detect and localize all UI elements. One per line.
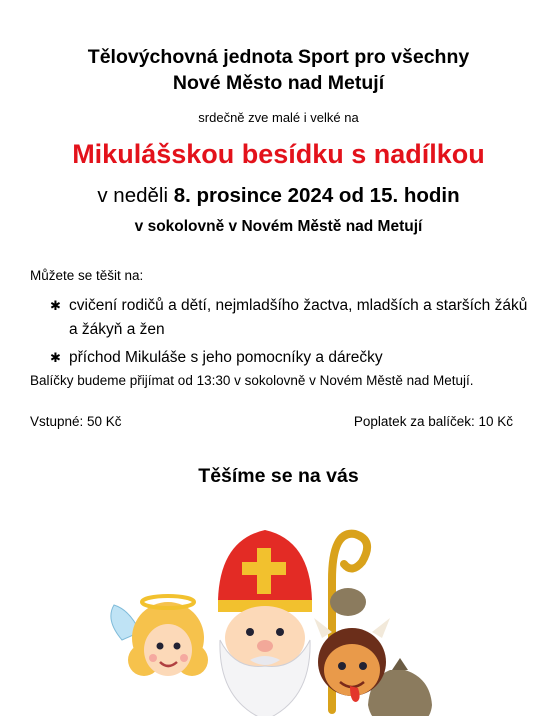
bullet-star-icon: ✱ <box>50 298 61 313</box>
invite-text: srdečně zve malé i velké na <box>198 110 359 125</box>
event-date <box>0 184 557 208</box>
organizer <box>0 44 557 96</box>
closing-text: Těšíme se na vás <box>198 465 359 487</box>
package-info: Balíčky budeme přijímat od 13:30 v sokolovně v Novém Městě nad Metují. <box>30 373 474 388</box>
package-fee: Poplatek za balíček: 10 Kč <box>353 414 513 429</box>
organizer-line-1: Tělovýchovná jednota Sport pro všechny <box>87 46 470 68</box>
organizer-line-2: Nové Město nad Metují <box>172 72 385 94</box>
date-value: 8. prosince 2024 od 15. hodin <box>173 184 460 207</box>
event-place: v sokolovně v Novém Městě nad Metují <box>134 218 423 235</box>
list-item-text: příchod Mikuláše s jeho pomocníky a dárečky <box>69 349 383 366</box>
entry-fee: Vstupné: 50 Kč <box>30 414 122 429</box>
date-prefix: v neděli <box>97 184 174 207</box>
bullet-star-icon: ✱ <box>50 350 61 365</box>
program-lead: Můžete se těšit na: <box>30 268 144 283</box>
event-title: Mikulášskou besídku s nadílkou <box>72 139 485 169</box>
angel-nicholas-devil-icon <box>100 520 460 728</box>
list-item-text: cvičení rodičů a dětí, nejmladšího žactva, mladších a starších žáků a žákyň a žen <box>69 297 528 338</box>
